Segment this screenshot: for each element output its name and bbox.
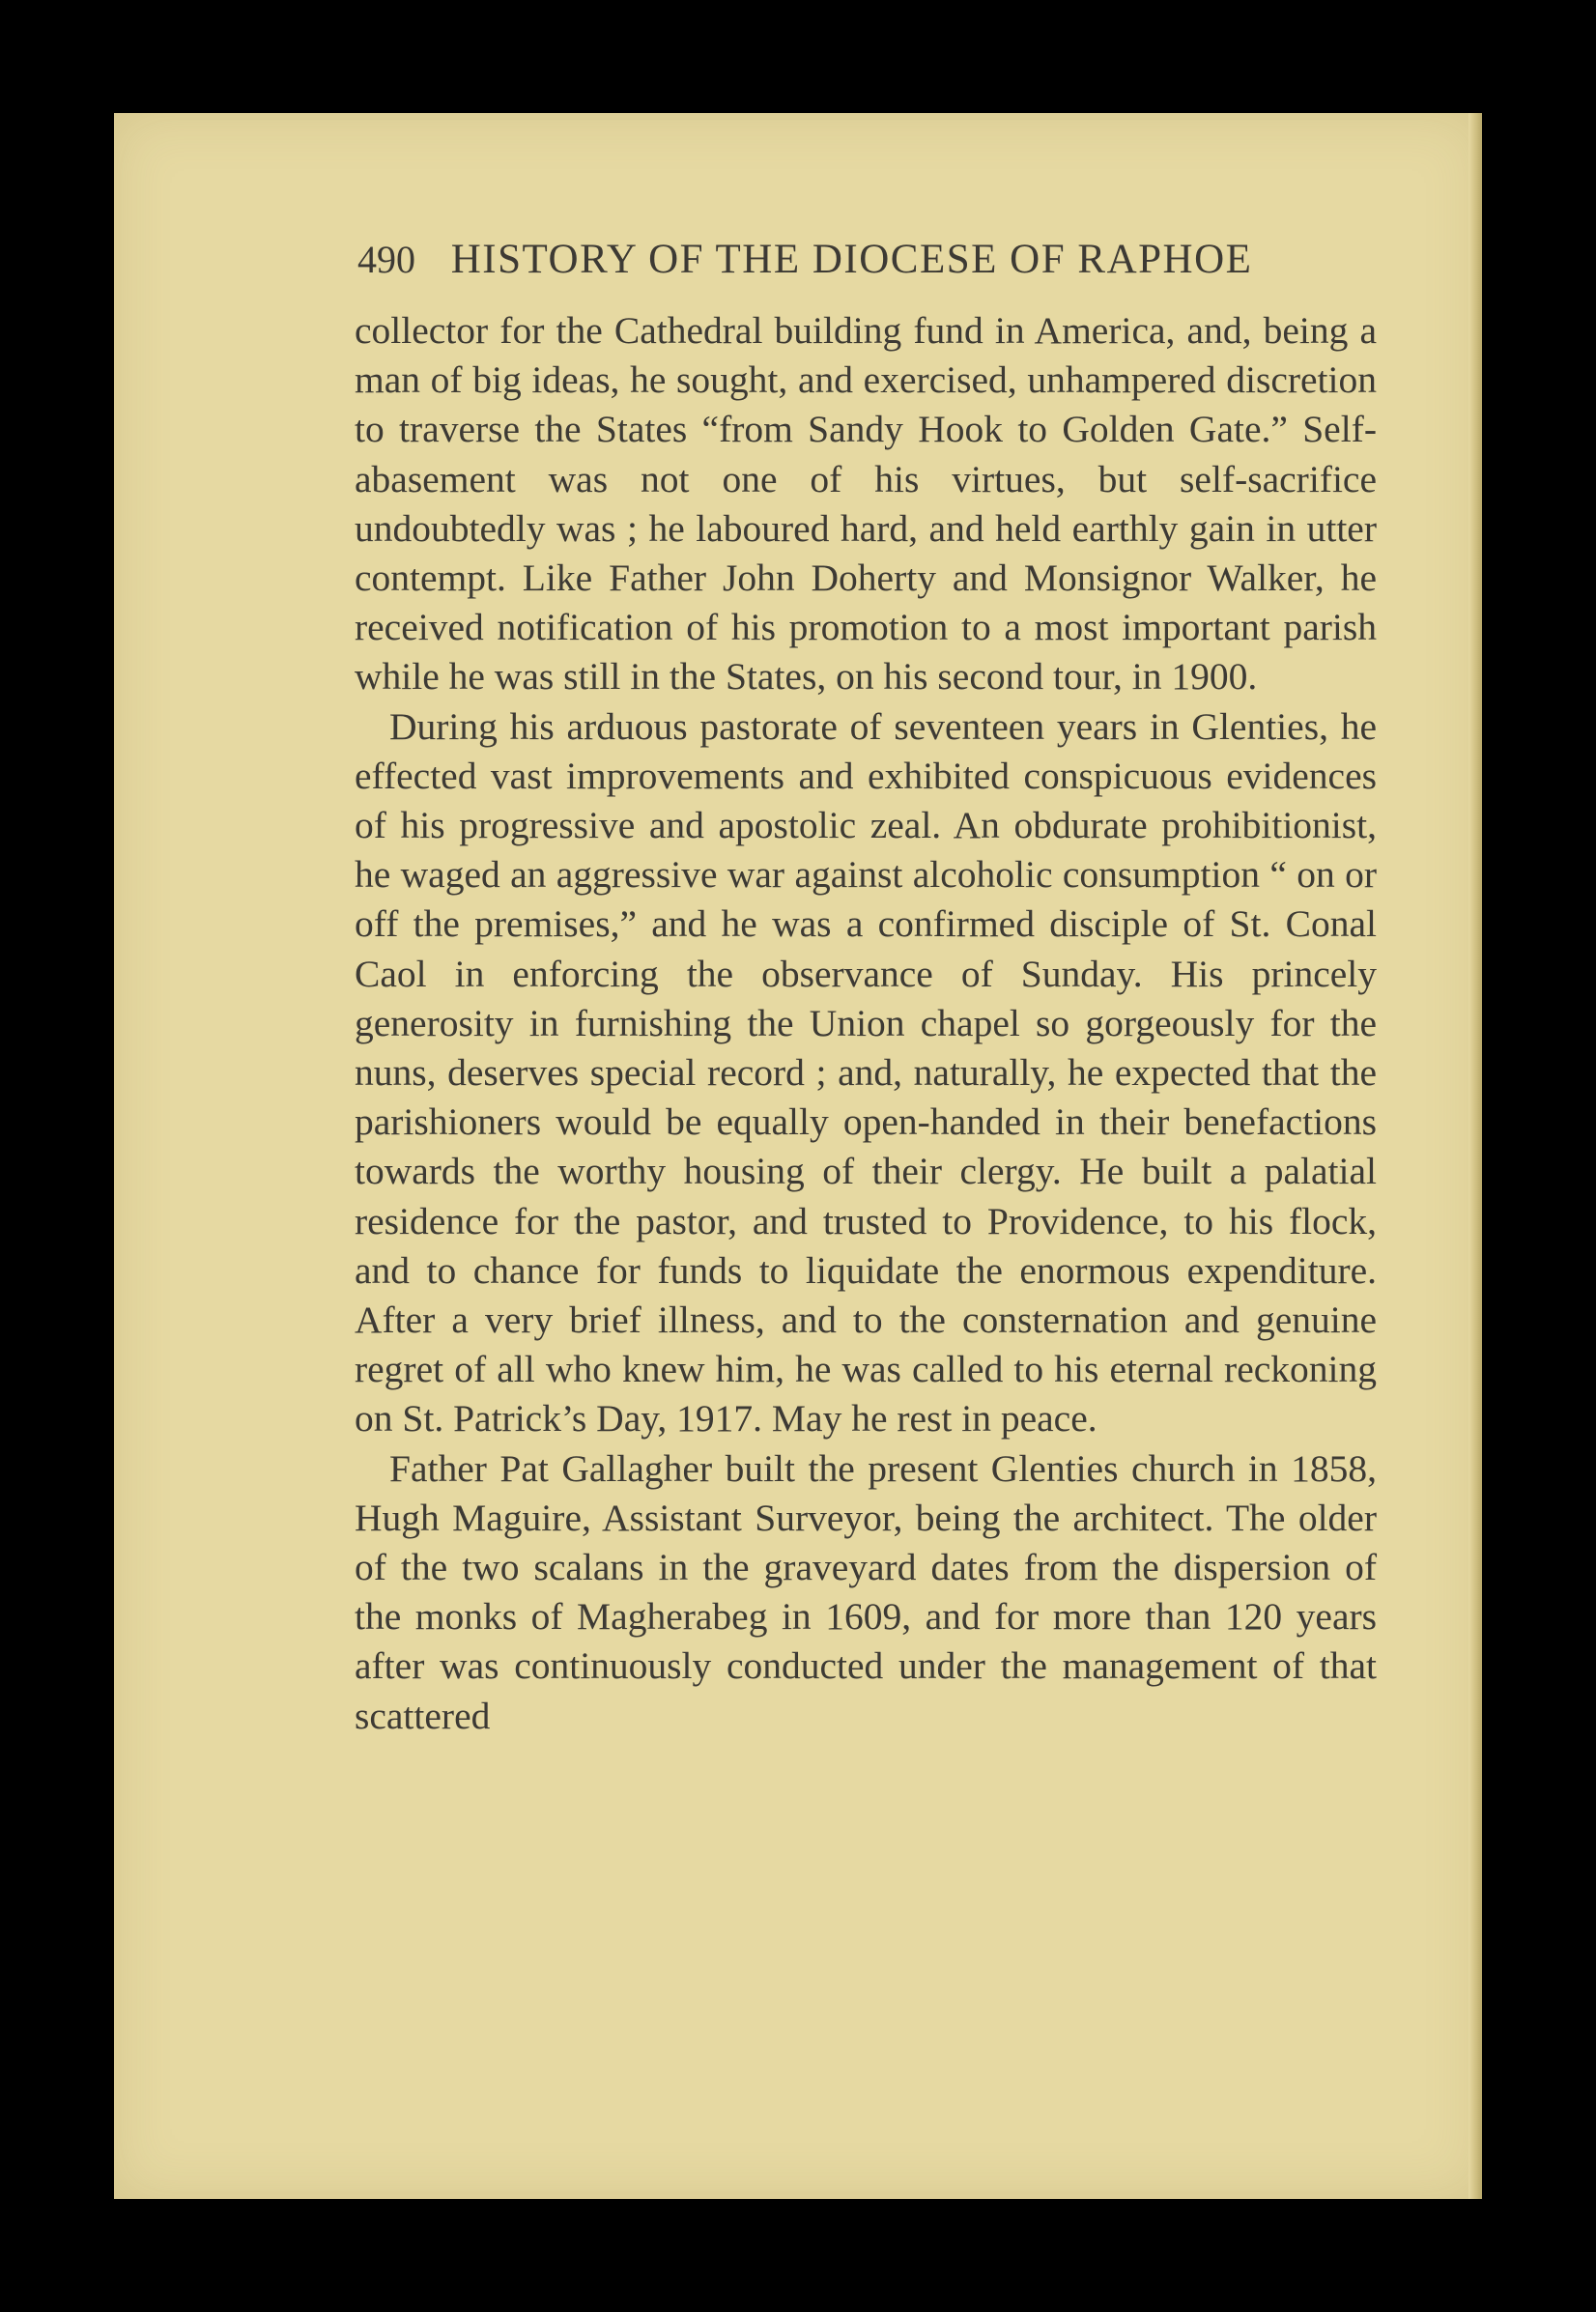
- book-page: [114, 113, 1482, 2199]
- page-edge: [1468, 113, 1482, 2199]
- paragraph-pastorate: During his arduous pastorate of seventeen years in Glenties, he effected vast improvements and exhibited conspicuous evidences of his progressive and apostolic zeal. An obdurate prohibitionist, he waged an aggressive war against alcoholic consumption “ on or off the premises,” and he was a confirmed disciple of St. Conal Caol in enforcing the observance of Sunday. His princely generosity in furnishing the Union chapel so gorgeously for the nuns, deserves special record ; and, naturally, he expected that the parishioners would be equally open-handed in their benefactions towards the worthy housing of their clergy. He built a palatial residence for the pastor, and trusted to Providence, to his flock, and to chance for funds to liquidate the enormous expenditure. After a very brief illness, and to the consternation and genuine regret of all who knew him, he was called to his eternal reckoning on St. Patrick’s Day, 1917. May he rest in peace.: [355, 704, 1377, 1441]
- paragraph-church: Father Pat Gallagher built the present Glenties church in 1858, Hugh Maguire, Assistant Surveyor, being the architect. The older of the two scalans in the graveyard dates from the dispersion of the monks of Magherabeg in 1609, and for more than 120 years after was continuously conducted under the management of that scattered: [355, 1446, 1377, 1737]
- body-text: [355, 306, 1377, 1741]
- running-head: [357, 221, 1451, 299]
- paragraph-collector: collector for the Cathedral building fund in America, and, being a man of big ideas, he sought, and exercised, unhampered discretion to traverse the States “from Sandy Hook to Golden Gate.” Self-abasement was not one of his virtues, but self-sacrifice undoubtedly was ; he laboured hard, and held earthly gain in utter contempt. Like Father John Doherty and Monsignor Walker, he received notification of his promotion to a most important parish while he was still in the States, on his second tour, in 1900.: [355, 309, 1377, 699]
- page-number: 490: [357, 238, 415, 281]
- running-title: HISTORY OF THE DIOCESE OF RAPHOE: [450, 237, 1253, 282]
